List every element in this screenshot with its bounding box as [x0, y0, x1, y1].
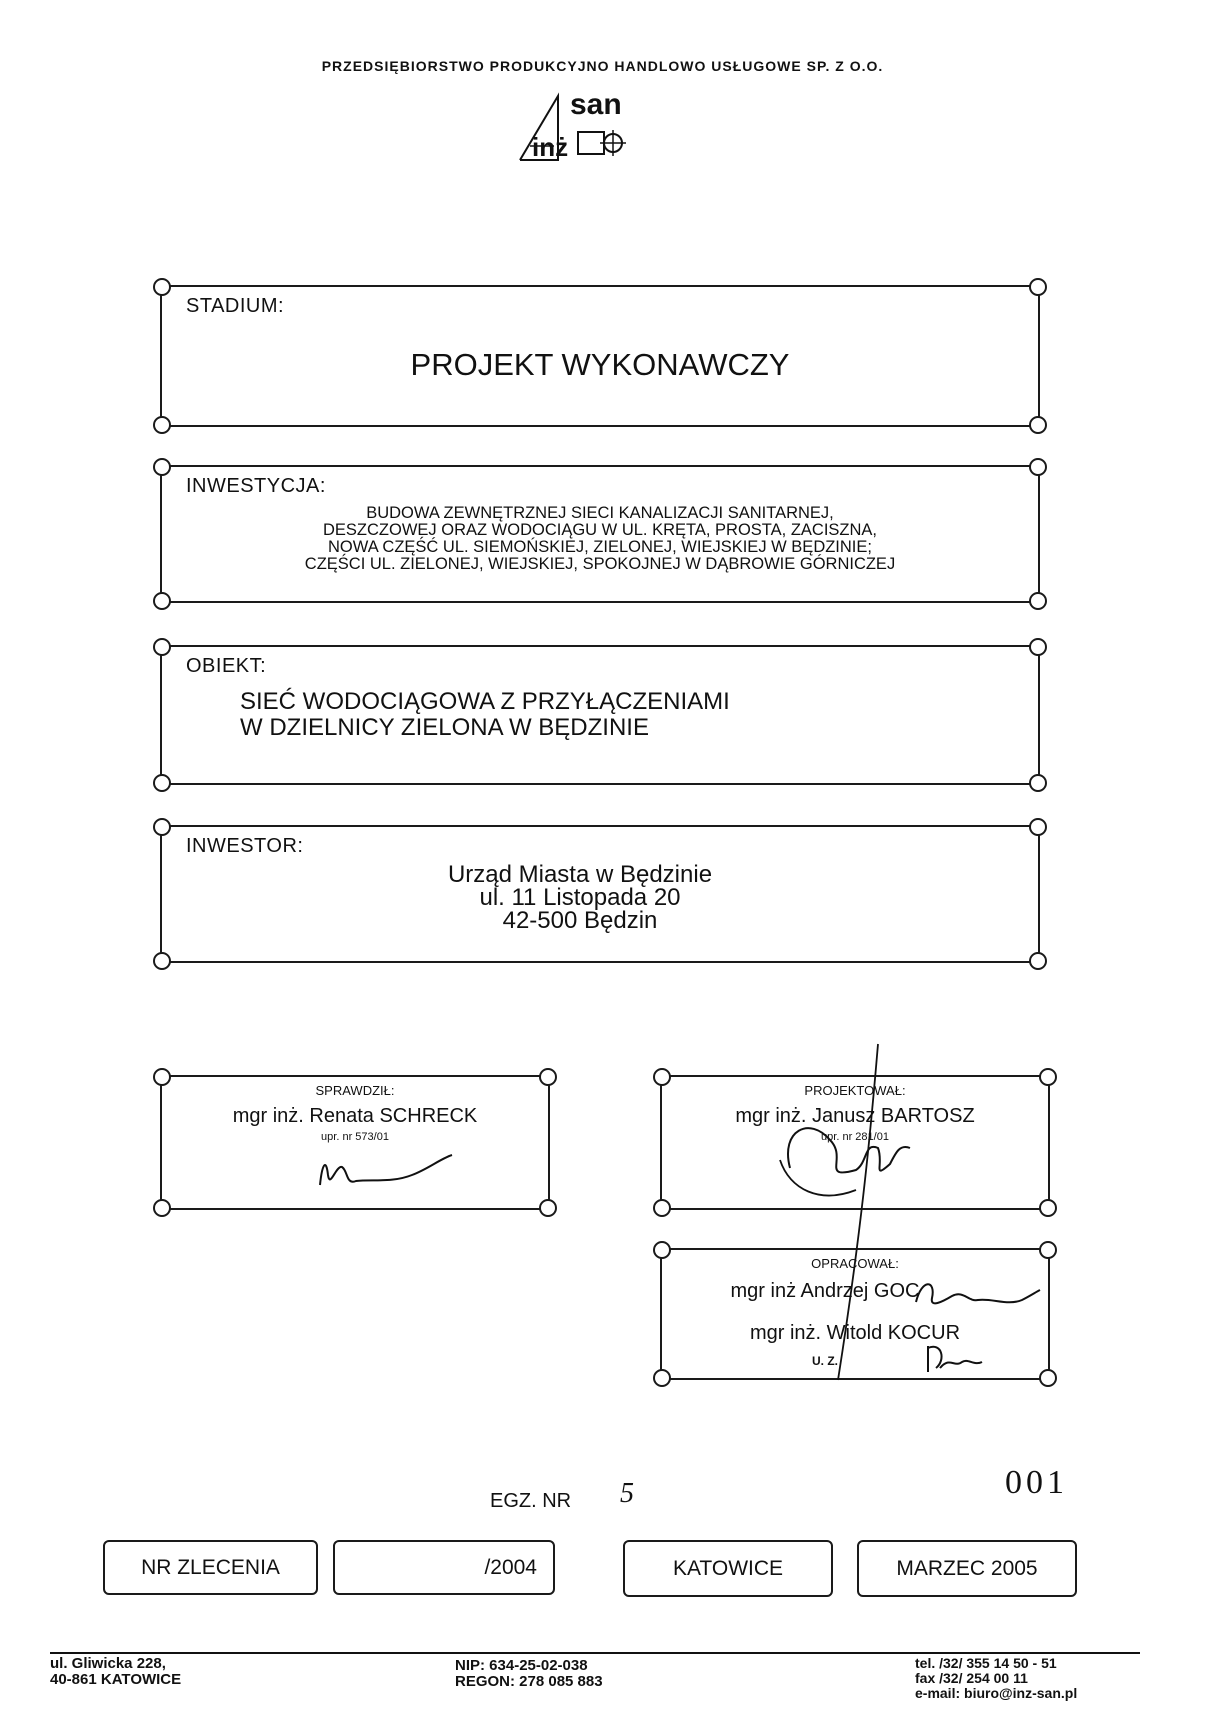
- nr-zlecenia-label: NR ZLECENIA: [141, 1555, 280, 1579]
- inwestycja-label: INWESTYCJA:: [186, 475, 326, 497]
- inwestor-line: 42-500 Będzin: [502, 907, 658, 934]
- inwestor-label: INWESTOR:: [186, 835, 304, 857]
- footer-address-line: ul. Gliwicka 228,: [50, 1655, 166, 1672]
- inwestor-box: [160, 825, 1040, 963]
- stadium-value: PROJEKT WYKONAWCZY: [410, 347, 790, 382]
- inwestor-line: Urząd Miasta w Będzinie: [447, 861, 713, 888]
- footer-nip: NIP: 634-25-02-038: [455, 1657, 588, 1674]
- egz-value: 5: [620, 1478, 634, 1509]
- projektowal-signature: [760, 1040, 950, 1400]
- sprawdzil-name: mgr inż. Renata SCHRECK: [232, 1105, 478, 1127]
- opracowal-note: U. Z.: [812, 1354, 838, 1368]
- inwestycja-box: [160, 465, 1040, 603]
- footer-fax: fax /32/ 254 00 11: [915, 1670, 1028, 1686]
- stadium-label: STADIUM:: [186, 295, 285, 317]
- inwestycja-line: NOWA CZĘŚĆ UL. SIEMOŃSKIEJ, ZIELONEJ, WIEJSKIEJ W BĘDZINIE;: [328, 538, 872, 556]
- year-value: /2004: [484, 1555, 537, 1579]
- footer-divider: [50, 1652, 1140, 1654]
- obiekt-line: W DZIELNICY ZIELONA W BĘDZINIE: [240, 714, 649, 741]
- footer-address-line: 40-861 KATOWICE: [50, 1671, 182, 1688]
- logo-san-text: san: [570, 88, 622, 121]
- projektowal-license: upr. nr 281/01: [821, 1131, 889, 1143]
- sprawdzil-box: [160, 1075, 550, 1210]
- opracowal-label: OPRACOWAŁ:: [811, 1256, 899, 1271]
- egz-label: EGZ. NR: [490, 1490, 572, 1512]
- logo-inz-text: inż: [532, 132, 569, 162]
- sprawdzil-license: upr. nr 573/01: [321, 1131, 389, 1143]
- inwestor-line: ul. 11 Listopada 20: [479, 884, 681, 911]
- inwestycja-line: CZĘŚCI UL. ZIELONEJ, WIEJSKIEJ, SPOKOJNEJ W DĄBROWIE GÓRNICZEJ: [304, 555, 896, 573]
- projektowal-name: mgr inż. Janusz BARTOSZ: [735, 1105, 975, 1127]
- opracowal-name-2: mgr inż. Witold KOCUR: [749, 1322, 961, 1344]
- city-value: KATOWICE: [672, 1556, 784, 1580]
- opracowal-name-1: mgr inż Andrzej GOC: [730, 1280, 920, 1302]
- inwestycja-line: BUDOWA ZEWNĘTRZNEJ SIECI KANALIZACJI SANITARNEJ,: [366, 504, 834, 522]
- sprawdzil-signature: [312, 1145, 462, 1200]
- city-box: [623, 1540, 833, 1597]
- footer-email[interactable]: e-mail: biuro@inz-san.pl: [915, 1685, 1078, 1701]
- footer-regon: REGON: 278 085 883: [455, 1673, 603, 1690]
- nr-zlecenia-box: [103, 1540, 318, 1595]
- page-number: 001: [1005, 1464, 1068, 1501]
- date-box: [857, 1540, 1077, 1597]
- footer-tel: tel. /32/ 355 14 50 - 51: [915, 1655, 1057, 1671]
- inwestycja-line: DESZCZOWEJ ORAZ WODOCIĄGU W UL. KRĘTA, PROSTA, ZACISZNA,: [323, 521, 877, 539]
- date-value: MARZEC 2005: [896, 1556, 1038, 1580]
- obiekt-line: SIEĆ WODOCIĄGOWA Z PRZYŁĄCZENIAMI: [240, 688, 730, 715]
- year-box: [333, 1540, 555, 1595]
- obiekt-box: [160, 645, 1040, 785]
- stadium-box: [160, 285, 1040, 427]
- company-name: PRZEDSIĘBIORSTWO PRODUKCYJNO HANDLOWO USŁUGOWE SP. Z O.O.: [321, 58, 884, 74]
- sprawdzil-label: SPRAWDZIŁ:: [315, 1083, 395, 1098]
- projektowal-label: PROJEKTOWAŁ:: [804, 1083, 906, 1098]
- obiekt-label: OBIEKT:: [186, 655, 267, 677]
- company-logo: [510, 88, 670, 168]
